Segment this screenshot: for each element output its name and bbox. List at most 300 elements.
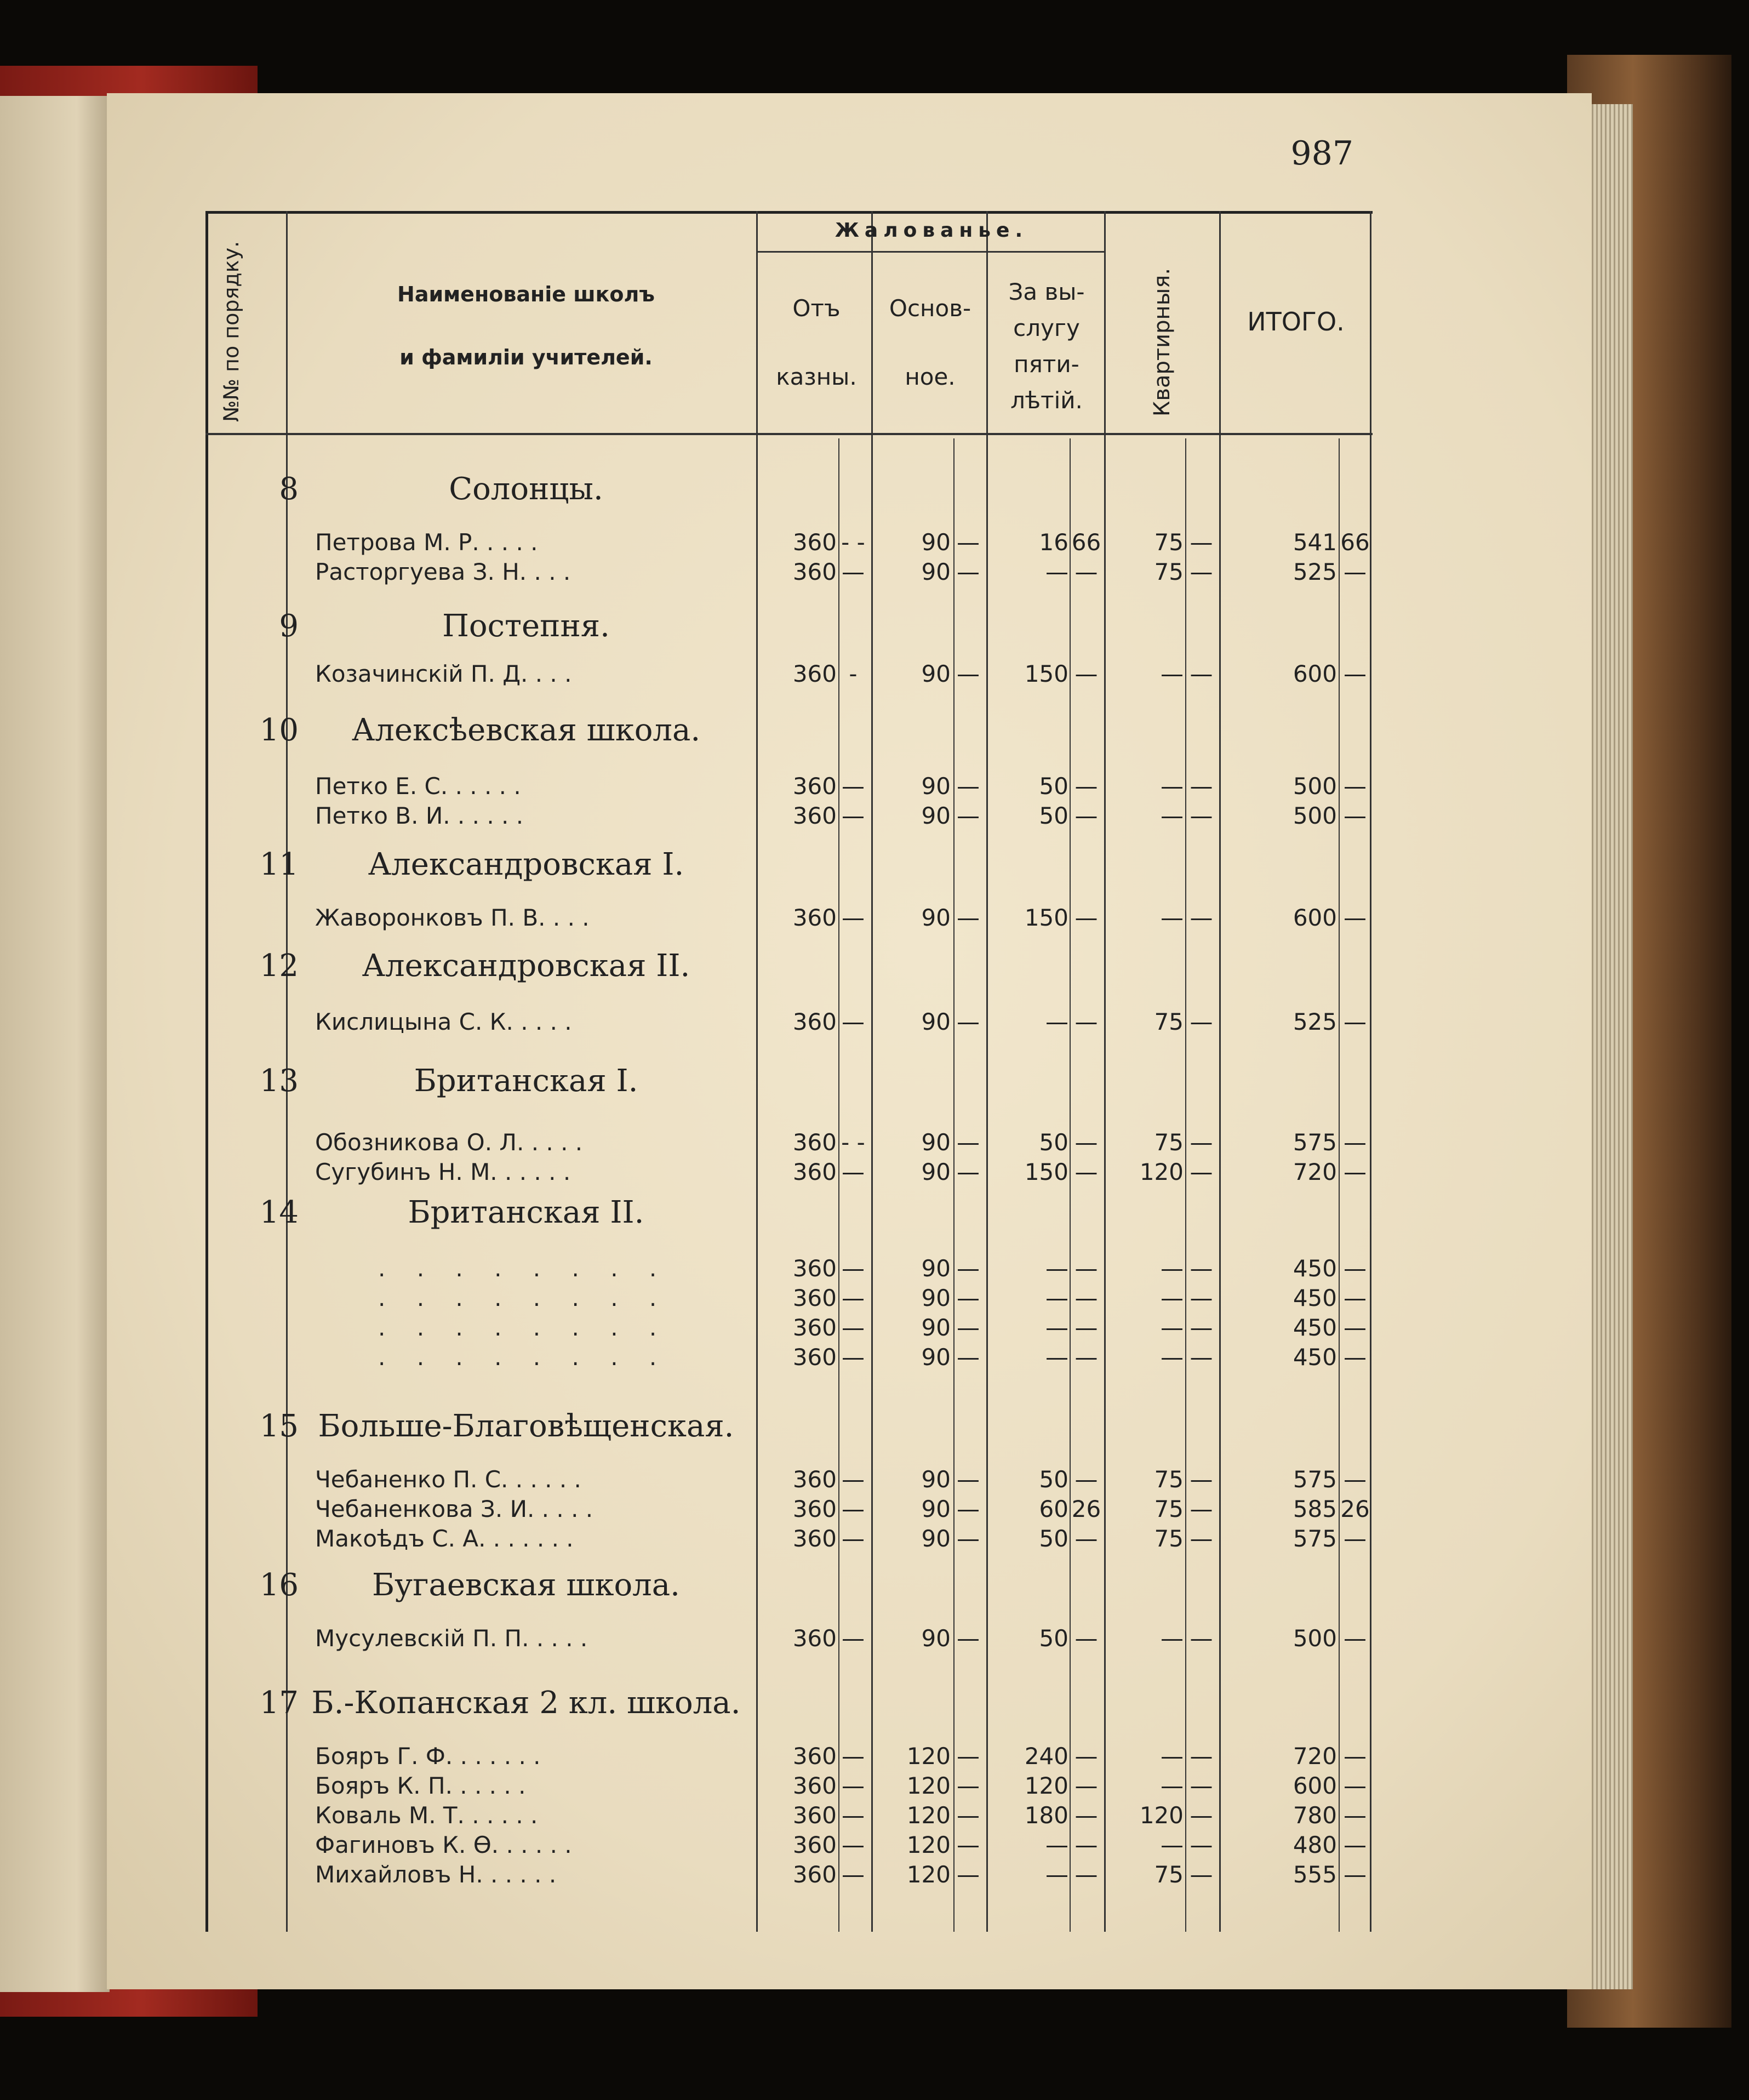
cell-kv-k: —	[1190, 1466, 1213, 1493]
school-name: Британская I.	[414, 1063, 638, 1099]
cell-itog-k: —	[1344, 1255, 1367, 1282]
header-group-salary: Жалованье.	[835, 219, 1028, 242]
cell-itog-k: —	[1344, 1159, 1367, 1185]
cell-kv-k: —	[1190, 1743, 1213, 1770]
table-row	[0, 1625, 1749, 1654]
cell-vysl: 50	[1039, 802, 1068, 829]
teacher-name: Жаворонковъ П. В. . . .	[315, 904, 590, 931]
cell-osn-k: —	[957, 1625, 980, 1652]
cell-kv: 75	[1154, 529, 1184, 556]
cell-vysl: 50	[1039, 1625, 1068, 1652]
cell-kv-k: —	[1190, 1625, 1213, 1652]
cell-vysl: 150	[1024, 904, 1068, 931]
cell-vysl-k: —	[1074, 660, 1098, 687]
cell-itog-k: —	[1344, 1314, 1367, 1341]
cell-kazna-k: —	[842, 1861, 865, 1888]
cell-osn: 90	[921, 1525, 951, 1552]
cell-osn-k: —	[957, 1772, 980, 1799]
cell-kv-k: —	[1190, 773, 1213, 800]
table-row	[0, 904, 1749, 934]
cell-kazna-k: —	[842, 1314, 865, 1341]
table-row	[0, 1743, 1749, 1772]
cell-kazna-k: —	[842, 1802, 865, 1829]
rule-osn	[986, 211, 988, 1932]
table-row	[0, 802, 1749, 832]
cell-vysl-k: —	[1074, 1772, 1098, 1799]
school-number: 14	[259, 1195, 299, 1230]
cell-osn: 90	[921, 1466, 951, 1493]
table-row	[0, 1129, 1749, 1159]
school-name: Александровская I.	[368, 847, 684, 882]
cell-kv-k: —	[1190, 1129, 1213, 1156]
cell-vysl-k: —	[1074, 1344, 1098, 1371]
cell-vysl-k: —	[1074, 773, 1098, 800]
cell-itog-k: —	[1344, 1008, 1367, 1035]
cell-kazna-k: —	[842, 1159, 865, 1185]
cell-itog: 500	[1293, 802, 1337, 829]
cell-vysl-k: —	[1074, 802, 1098, 829]
school-name: Б.-Копанская 2 кл. школа.	[311, 1685, 741, 1721]
cell-itog: 450	[1293, 1344, 1337, 1371]
cell-kv-k: —	[1190, 660, 1213, 687]
cell-vysl-k: —	[1074, 1625, 1098, 1652]
cell-kazna-k: —	[842, 1772, 865, 1799]
cell-itog-k: —	[1344, 660, 1367, 687]
cell-kv-k: —	[1190, 1802, 1213, 1829]
cell-kv: 75	[1154, 1496, 1184, 1522]
cell-itog-k: 26	[1340, 1496, 1370, 1522]
page-stack-edges	[1589, 104, 1633, 1989]
cell-vysl-k: —	[1074, 1861, 1098, 1888]
cell-osn: 90	[921, 1314, 951, 1341]
cell-kazna: 360	[792, 1344, 837, 1371]
cell-kazna-k: -	[849, 660, 858, 687]
cell-vysl-k: —	[1074, 1802, 1098, 1829]
cell-itog-k: —	[1344, 773, 1367, 800]
cell-kazna: 360	[792, 904, 837, 931]
header-kv: Квартирныя.	[1150, 267, 1175, 416]
cell-vysl: 150	[1024, 660, 1068, 687]
cell-itog: 720	[1293, 1743, 1337, 1770]
cell-kazna-k: —	[842, 1831, 865, 1858]
school-number: 10	[259, 712, 299, 748]
cell-osn: 90	[921, 1496, 951, 1522]
cell-itog: 450	[1293, 1314, 1337, 1341]
school-name: Бугаевская школа.	[372, 1567, 680, 1603]
page-number: 987	[1290, 134, 1353, 173]
cell-vysl-k: —	[1074, 1466, 1098, 1493]
cell-itog: 585	[1293, 1496, 1337, 1522]
school-number: 15	[259, 1408, 299, 1444]
school-number: 12	[259, 948, 299, 984]
cell-osn: 90	[921, 1285, 951, 1311]
teacher-name: Макоѣдъ С. А. . . . . . .	[315, 1525, 574, 1552]
cell-osn-k: —	[957, 802, 980, 829]
cell-osn-k: —	[957, 1008, 980, 1035]
cell-itog-k: —	[1344, 1743, 1367, 1770]
cell-itog: 541	[1293, 529, 1337, 556]
cell-vysl: —	[1045, 1831, 1068, 1858]
cell-itog: 575	[1293, 1129, 1337, 1156]
cell-itog-k: —	[1344, 1129, 1367, 1156]
cell-itog: 525	[1293, 1008, 1337, 1035]
cell-kazna: 360	[792, 1255, 837, 1282]
cell-kv-k: —	[1190, 1314, 1213, 1341]
cell-kv: 75	[1154, 1466, 1184, 1493]
cell-kazna: 360	[792, 1772, 837, 1799]
cell-kv-k: —	[1190, 1496, 1213, 1522]
header-itogo: ИТОГО.	[1247, 307, 1345, 336]
cell-itog-k: —	[1344, 1466, 1367, 1493]
header-vysl-2: слугу	[1013, 315, 1080, 341]
cell-osn: 120	[906, 1772, 951, 1799]
table-row	[0, 1314, 1749, 1344]
cell-kv-k: —	[1190, 1255, 1213, 1282]
teacher-name: Кислицына С. К. . . . .	[315, 1008, 572, 1035]
school-number: 8	[279, 471, 299, 507]
cell-vysl-k: —	[1074, 1159, 1098, 1185]
cell-kv-k: —	[1190, 1285, 1213, 1311]
cell-vysl: 180	[1024, 1802, 1068, 1829]
rule-header-bottom	[205, 433, 1373, 435]
cell-osn-k: —	[957, 1129, 980, 1156]
teacher-name: Растoргуева З. Н. . . .	[315, 558, 571, 585]
cell-kazna: 360	[792, 1129, 837, 1156]
cell-itog: 500	[1293, 1625, 1337, 1652]
rule-name	[756, 211, 758, 1932]
cell-kazna-k: —	[842, 558, 865, 585]
cell-kazna: 360	[792, 1466, 837, 1493]
table-row	[0, 1285, 1749, 1314]
cell-osn: 120	[906, 1743, 951, 1770]
teacher-name: Петко Е. С. . . . . .	[315, 773, 521, 800]
cell-kv-k: —	[1190, 1159, 1213, 1185]
teacher-name: Сугубинъ Н. М. . . . . .	[315, 1159, 571, 1185]
cell-vysl: 16	[1039, 529, 1068, 556]
school-name: Алексѣевская школа.	[351, 712, 701, 748]
cell-osn-k: —	[957, 773, 980, 800]
cell-vysl-k: —	[1074, 1525, 1098, 1552]
cell-osn-k: —	[957, 1255, 980, 1282]
table-row	[0, 1861, 1749, 1891]
cell-itog-k: —	[1344, 1861, 1367, 1888]
school-number: 17	[259, 1685, 299, 1721]
cell-vysl: 50	[1039, 773, 1068, 800]
cell-itog: 780	[1293, 1802, 1337, 1829]
cell-kazna: 360	[792, 1159, 837, 1185]
cell-itog-k: —	[1344, 1625, 1367, 1652]
teacher-name: Чебаненко П. С. . . . . .	[315, 1466, 581, 1493]
cell-kv-k: —	[1190, 558, 1213, 585]
cell-itog: 600	[1293, 660, 1337, 687]
teacher-name: Фагиновъ К. Ѳ. . . . . .	[315, 1831, 572, 1858]
teacher-name: . . . . . . . .	[378, 1285, 669, 1311]
cell-osn: 90	[921, 529, 951, 556]
teacher-name: Петко В. И. . . . . .	[315, 802, 524, 829]
cell-itog-k: —	[1344, 904, 1367, 931]
cell-vysl: —	[1045, 558, 1068, 585]
cell-kv: —	[1161, 1772, 1184, 1799]
table-row	[0, 1008, 1749, 1038]
cell-osn-k: —	[957, 529, 980, 556]
cell-kv-k: —	[1190, 1525, 1213, 1552]
table-row	[0, 1802, 1749, 1831]
cell-itog: 500	[1293, 773, 1337, 800]
cell-osn-k: —	[957, 1344, 980, 1371]
cell-kv: 75	[1154, 1525, 1184, 1552]
teacher-name: Чебаненкова З. И. . . . .	[315, 1496, 593, 1522]
cell-vysl: —	[1045, 1344, 1068, 1371]
header-kazna-2: казны.	[776, 363, 857, 390]
school-name: Британская II.	[408, 1195, 644, 1230]
cell-kv-k: —	[1190, 802, 1213, 829]
cell-osn-k: —	[957, 1159, 980, 1185]
cell-osn: 90	[921, 558, 951, 585]
cell-vysl-k: —	[1074, 558, 1098, 585]
cell-osn: 90	[921, 1159, 951, 1185]
teacher-name: Мусулевскій П. П. . . . .	[315, 1625, 588, 1652]
cell-kazna-k: —	[842, 1525, 865, 1552]
cell-vysl-k: 66	[1071, 529, 1101, 556]
cell-kazna-k: —	[842, 1285, 865, 1311]
cell-vysl: 150	[1024, 1159, 1068, 1185]
cell-kazna: 360	[792, 773, 837, 800]
cell-kazna: 360	[792, 1861, 837, 1888]
cell-itog: 450	[1293, 1285, 1337, 1311]
cell-itog: 555	[1293, 1861, 1337, 1888]
cell-kazna: 360	[792, 558, 837, 585]
table-row	[0, 1831, 1749, 1861]
cell-vysl: —	[1045, 1255, 1068, 1282]
cell-kv: —	[1161, 1285, 1184, 1311]
cell-osn: 90	[921, 773, 951, 800]
cell-kv-k: —	[1190, 1344, 1213, 1371]
teacher-name: Петрова М. Р. . . . .	[315, 529, 538, 556]
cell-itog: 600	[1293, 904, 1337, 931]
cell-itog-k: —	[1344, 1525, 1367, 1552]
rule-itog	[1370, 211, 1371, 1932]
teacher-name: Обозникова О. Л. . . . .	[315, 1129, 583, 1156]
cell-itog: 600	[1293, 1772, 1337, 1799]
header-name-1: Наименованіе школъ	[397, 282, 655, 306]
cell-kv: 120	[1139, 1802, 1184, 1829]
cell-kazna-k: —	[842, 1625, 865, 1652]
cell-kv-k: —	[1190, 529, 1213, 556]
cell-osn: 120	[906, 1802, 951, 1829]
cell-itog-k: 66	[1340, 529, 1370, 556]
cell-vysl: —	[1045, 1861, 1068, 1888]
facing-page-edge	[0, 96, 110, 1992]
cell-vysl-k: —	[1074, 1008, 1098, 1035]
school-name: Постепня.	[442, 608, 610, 644]
school-name: Больше-Благовѣщенская.	[318, 1408, 734, 1444]
cell-kazna-k: —	[842, 802, 865, 829]
cell-kazna-k: —	[842, 773, 865, 800]
header-vysl-4: лѣтій.	[1010, 387, 1083, 414]
cell-itog: 575	[1293, 1525, 1337, 1552]
teacher-name: Бояръ К. П. . . . . .	[315, 1772, 526, 1799]
cell-itog: 575	[1293, 1466, 1337, 1493]
cell-vysl-k: —	[1074, 904, 1098, 931]
cell-osn-k: —	[957, 904, 980, 931]
teacher-name: Коваль М. Т. . . . . .	[315, 1802, 538, 1829]
cell-osn: 90	[921, 1008, 951, 1035]
cell-kv: 75	[1154, 1129, 1184, 1156]
cell-kv: —	[1161, 802, 1184, 829]
cell-vysl: —	[1045, 1285, 1068, 1311]
cell-osn-k: —	[957, 1496, 980, 1522]
cell-kazna-k: —	[842, 1255, 865, 1282]
teacher-name: Михайловъ Н. . . . . .	[315, 1861, 557, 1888]
rule-kazna	[871, 211, 873, 1932]
cell-itog-k: —	[1344, 1344, 1367, 1371]
cell-itog: 525	[1293, 558, 1337, 585]
cell-kazna-k: - -	[841, 529, 865, 556]
cell-kv: —	[1161, 1743, 1184, 1770]
cell-kazna: 360	[792, 529, 837, 556]
cell-kazna-k: —	[842, 1743, 865, 1770]
cell-vysl-k: —	[1074, 1743, 1098, 1770]
cell-osn-k: —	[957, 660, 980, 687]
teacher-name: Бояръ Г. Ф. . . . . . .	[315, 1743, 541, 1770]
cell-osn-k: —	[957, 1285, 980, 1311]
table-row	[0, 558, 1749, 588]
teacher-name: . . . . . . . .	[378, 1255, 669, 1282]
cell-vysl-k: —	[1074, 1314, 1098, 1341]
cell-kazna: 360	[792, 1008, 837, 1035]
school-number: 9	[279, 608, 299, 644]
cell-kv-k: —	[1190, 904, 1213, 931]
cell-kazna: 360	[792, 1314, 837, 1341]
cell-osn-k: —	[957, 1831, 980, 1858]
table-row	[0, 529, 1749, 558]
cell-kv-k: —	[1190, 1861, 1213, 1888]
header-vysl-1: За вы-	[1008, 278, 1085, 305]
cell-vysl: 50	[1039, 1525, 1068, 1552]
table-row	[0, 1496, 1749, 1525]
cell-kazna-k: —	[842, 1466, 865, 1493]
header-osn-1: Основ-	[889, 295, 971, 322]
cell-vysl: 120	[1024, 1772, 1068, 1799]
cell-osn-k: —	[957, 1314, 980, 1341]
cell-osn: 90	[921, 1625, 951, 1652]
school-name: Солонцы.	[449, 471, 603, 507]
teacher-name: . . . . . . . .	[378, 1314, 669, 1341]
cell-osn: 90	[921, 660, 951, 687]
school-number: 13	[259, 1063, 299, 1099]
table-row	[0, 1344, 1749, 1373]
cell-kazna: 360	[792, 1285, 837, 1311]
header-name-2: и фамиліи учителей.	[399, 345, 653, 369]
cell-kv-k: —	[1190, 1772, 1213, 1799]
cell-kazna-k: —	[842, 904, 865, 931]
cell-kazna-k: - -	[841, 1129, 865, 1156]
cell-osn: 120	[906, 1861, 951, 1888]
cell-kazna-k: —	[842, 1344, 865, 1371]
cell-vysl-k: —	[1074, 1129, 1098, 1156]
cell-vysl-k: 26	[1071, 1496, 1101, 1522]
cell-kazna: 360	[792, 1625, 837, 1652]
cell-kazna-k: —	[842, 1496, 865, 1522]
cell-osn: 120	[906, 1831, 951, 1858]
cell-kv: —	[1161, 1255, 1184, 1282]
table-row	[0, 660, 1749, 690]
table-row	[0, 773, 1749, 802]
cell-kv: —	[1161, 904, 1184, 931]
school-number: 11	[259, 847, 299, 882]
cell-osn-k: —	[957, 1743, 980, 1770]
teacher-name: . . . . . . . .	[378, 1344, 669, 1371]
cell-vysl-k: —	[1074, 1255, 1098, 1282]
cell-vysl-k: —	[1074, 1831, 1098, 1858]
table-row	[0, 1159, 1749, 1188]
cell-kv: 120	[1139, 1159, 1184, 1185]
cell-itog-k: —	[1344, 1772, 1367, 1799]
cell-osn: 90	[921, 1255, 951, 1282]
cell-kv: —	[1161, 1831, 1184, 1858]
cell-vysl: —	[1045, 1314, 1068, 1341]
rule-vysl	[1104, 211, 1106, 1932]
cell-osn-k: —	[957, 1802, 980, 1829]
cell-vysl: 50	[1039, 1129, 1068, 1156]
cell-osn: 90	[921, 802, 951, 829]
rule-group	[756, 251, 1104, 253]
cell-osn-k: —	[957, 1466, 980, 1493]
school-name: Александровская II.	[362, 948, 690, 984]
cell-vysl-k: —	[1074, 1285, 1098, 1311]
cell-kazna: 360	[792, 1831, 837, 1858]
cell-osn-k: —	[957, 1525, 980, 1552]
table-row	[0, 1255, 1749, 1285]
rule-kv	[1219, 211, 1221, 1932]
cell-kazna: 360	[792, 1743, 837, 1770]
cell-itog: 720	[1293, 1159, 1337, 1185]
table-row	[0, 1466, 1749, 1496]
school-number: 16	[259, 1567, 299, 1603]
cell-kv: —	[1161, 1625, 1184, 1652]
cell-itog-k: —	[1344, 802, 1367, 829]
cell-kv-k: —	[1190, 1008, 1213, 1035]
cell-osn: 90	[921, 1129, 951, 1156]
table-row	[0, 1525, 1749, 1555]
cell-itog-k: —	[1344, 1285, 1367, 1311]
cell-kv: —	[1161, 1344, 1184, 1371]
cell-vysl: 50	[1039, 1466, 1068, 1493]
header-num: №№ по порядку.	[219, 241, 243, 422]
cell-kv: 75	[1154, 1861, 1184, 1888]
cell-kv: —	[1161, 1314, 1184, 1341]
cell-itog-k: —	[1344, 558, 1367, 585]
cell-kv: —	[1161, 773, 1184, 800]
cell-kazna: 360	[792, 660, 837, 687]
cell-kazna-k: —	[842, 1008, 865, 1035]
cell-vysl: —	[1045, 1008, 1068, 1035]
cell-itog-k: —	[1344, 1831, 1367, 1858]
cell-kv: 75	[1154, 1008, 1184, 1035]
cell-kazna: 360	[792, 1802, 837, 1829]
cell-vysl: 240	[1024, 1743, 1068, 1770]
header-vysl-3: пяти-	[1014, 351, 1079, 378]
cell-itog-k: —	[1344, 1802, 1367, 1829]
cell-kazna: 360	[792, 802, 837, 829]
cell-kazna: 360	[792, 1525, 837, 1552]
cell-kv-k: —	[1190, 1831, 1213, 1858]
cell-itog: 450	[1293, 1255, 1337, 1282]
cell-kazna: 360	[792, 1496, 837, 1522]
cell-vysl: 60	[1039, 1496, 1068, 1522]
cell-osn-k: —	[957, 1861, 980, 1888]
header-kazna-1: Отъ	[792, 295, 841, 322]
